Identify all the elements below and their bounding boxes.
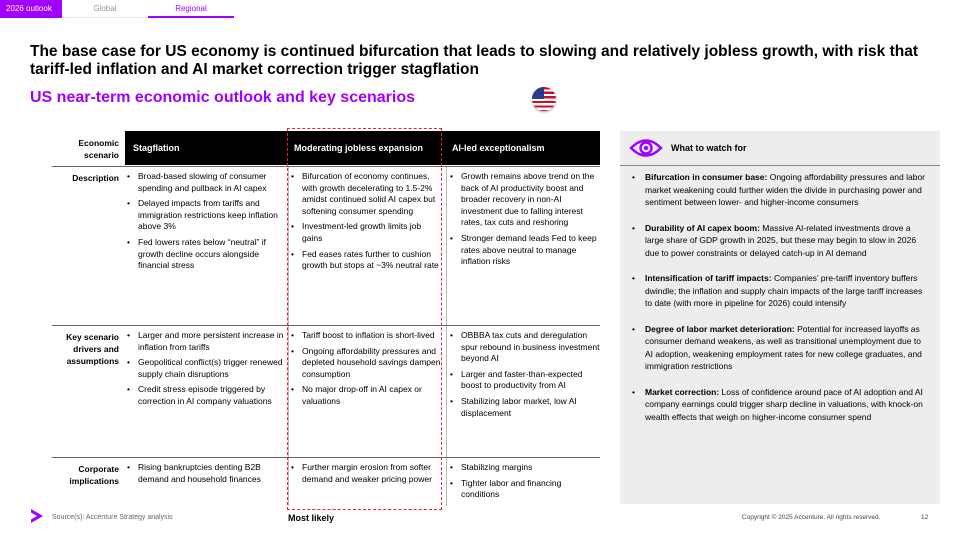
most-likely-label: Most likely [288,513,335,523]
cell-bullet: • Stronger demand leads Fed to keep rates above neutral to manage inflation risks [448,233,600,268]
cell-bullet: • No major drop-off in AI capex or valuations [289,384,441,407]
table-cell [448,458,600,505]
cell-bullet: • Larger and more persistent increase in inflation from tariffs [125,330,285,353]
most-likely-highlight [287,128,442,510]
column-header-stagflation: Stagflation [133,143,180,153]
what-to-watch-panel [620,131,940,504]
us-flag-icon [532,87,556,111]
watch-item-head: Durability of AI capex boom: [645,222,760,233]
watch-item-text: Companies’ pre-tariff inventory buffers dwindle; the inflation and supply chain impacts of the large tariff increases to date (with more in pipeline for 2026) could intensify [645,273,923,308]
watch-item [630,171,930,209]
cell-bullet: • Delayed impacts from tariffs and immigration restrictions keep inflation above 3% [125,198,285,233]
tab-global[interactable]: Global [62,0,148,18]
cell-bullet: • Tariff boost to inflation is short-lived [289,330,441,342]
watch-item [630,323,930,373]
watch-item-text: Potential for increased layoffs as consumer demand weakens, as well as transitional unemployment due to AI adoption, weakening employment rates for new college graduates, and immigration restrictions [645,323,922,371]
scenario-header-label: Economic scenario [78,138,119,160]
watch-item [630,386,930,424]
table-cell [448,326,600,423]
cell-bullet: • OBBBA tax cuts and deregulation spur rebound in business investment beyond AI [448,330,600,365]
watch-item [630,272,930,310]
accenture-logo-icon [30,508,44,524]
page-subtitle: US near-term economic outlook and key scenarios [30,89,416,106]
watch-item-head: Intensification of tariff impacts: [645,273,772,283]
tab-regional[interactable]: Regional [148,0,234,18]
watch-item-head: Bifurcation in consumer base: [645,172,768,182]
cell-bullet: • Geopolitical conflict(s) trigger renewed supply chain disruptions [125,357,285,380]
column-header-ai-led: AI-led exceptionalism [452,143,545,153]
page-number: 12 [921,514,929,521]
cell-bullet: • Bifurcation of economy continues, with growth decelerating to 1.5-2% amidst continued solid AI capex but softening consumer spending [289,171,441,217]
watch-item-text: Ongoing affordability pressures and labor market weakening could further widen the divide in purchasing power and sentiment between lower- and higher-income consumers [645,172,926,207]
watch-item [630,222,930,260]
row-label: Corporate implications [69,464,119,486]
watch-item-text: Massive AI-related investments drove a large share of GDP growth in 2025, but these may begin to slow in 2026 due to power constraints or delayed catch-up in AI demand [645,222,917,258]
cell-bullet: • Credit stress episode triggered by correction in AI company valuations [125,384,285,407]
watch-item-head: Market correction: [645,386,720,397]
tab-2026-outlook[interactable]: 2026 outlook [0,0,62,18]
row-label: Description [72,173,119,183]
cell-bullet: • Larger and faster-than-expected boost to productivity from AI [448,369,600,392]
watch-list [630,171,930,436]
watch-header [620,131,940,166]
column-header-moderating: Moderating jobless expansion [294,143,424,153]
table-cell [125,458,285,489]
cell-bullet: • Broad-based slowing of consumer spending and pullback in AI capex [125,171,285,194]
cell-bullet: • Further margin erosion from softer demand and weaker pricing power [289,462,441,485]
cell-bullet: • Stabilizing labor market, low AI displacement [448,396,600,419]
cell-bullet: • Growth remains above trend on the back of AI productivity boost and broader recovery in non-AI investment due to falling interest rates, tax cuts and reshoring [448,171,600,229]
table-cell [125,326,285,412]
table-cell [125,167,285,276]
table-cell [448,167,600,272]
copyright: Copyright © 2025 Accenture. All rights reserved. [742,514,881,521]
section-tabs [0,0,234,18]
watch-item-text: Loss of confidence around pace of AI adoption and AI company earnings could trigger sharp decline in valuations, with knock-on wealth effects that weigh on higher-income consumer spend [645,386,923,422]
cell-bullet: • Stabilizing margins [448,462,600,474]
cell-bullet: • Investment-led growth limits job gains [289,221,441,244]
cell-bullet: • Tighter labor and financing conditions [448,478,600,501]
cell-bullet: • Fed lowers rates below “neutral” if growth decline occurs alongside financial stress [125,237,285,272]
eye-icon [629,137,663,159]
cell-bullet: • Ongoing affordability pressures and depleted household savings dampen consumption [289,346,441,381]
page-title: The base case for US economy is continued bifurcation that leads to slowing and relatively jobless growth, with risk that tariff-led inflation and AI market correction trigger stagflation [30,43,918,78]
source-note: Source(s): Accenture Strategy analysis [52,514,173,521]
cell-bullet: • Rising bankruptcies denting B2B demand and household finances [125,462,285,485]
row-label: Key scenario drivers and assumptions [66,332,119,366]
cell-bullet: • Fed eases rates further to cushion growth but stops at ~3% neutral rate [289,249,441,272]
watch-title: What to watch for [671,143,747,153]
watch-item-head: Degree of labor market deterioration: [645,323,795,334]
